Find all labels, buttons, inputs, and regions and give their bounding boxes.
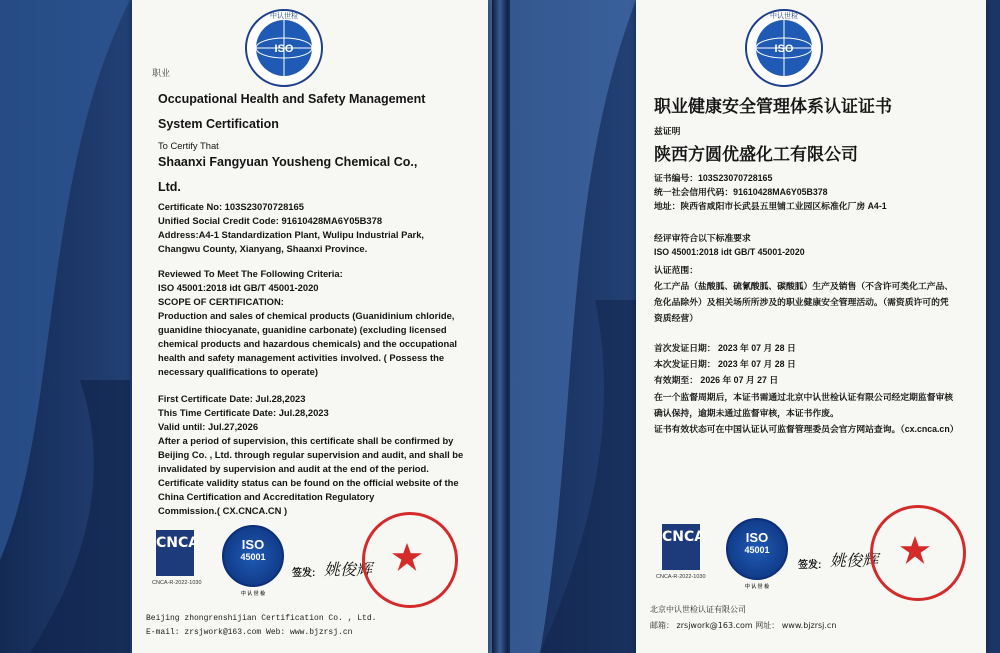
supervision-line: Commission.( CX.CNCA.CN ) xyxy=(158,505,288,516)
reviewed-criteria: 经评审符合以下标准要求 xyxy=(654,233,751,243)
footer-company: 北京中认世检认证有限公司 xyxy=(650,605,746,614)
chinese-certificate xyxy=(636,0,986,653)
first-certificate-date: 首次发证日期： 2023 年 07 月 28 日 xyxy=(654,343,796,353)
to-certify: To Certify That xyxy=(158,140,219,151)
scope-line: chemical products and hazardous chemicals) and the occupational xyxy=(158,338,458,349)
footer-contact: 邮箱： zrsjwork@163.com 网址： www.bjzrsj.cn xyxy=(650,621,837,630)
supervision-line: invalidated by supervision and audit at the end of the period. xyxy=(158,463,429,474)
cnca-logo-text: CNCA xyxy=(662,529,706,545)
valid-until: 有效期至： 2026 年 07 月 27 日 xyxy=(654,375,779,385)
cnca-logo-text: CNCA xyxy=(156,535,200,551)
reviewed-criteria: Reviewed To Meet The Following Criteria: xyxy=(158,268,343,279)
footer-contact: E-mail: zrsjwork@163.com Web: www.bjzrsj.cn xyxy=(146,628,353,637)
signature: 姚俊辉 xyxy=(324,560,373,579)
supervision-line: After a period of supervision, this certificate shall be confirmed by xyxy=(158,435,454,446)
emblem-center-text: ISO xyxy=(774,43,794,55)
seal-star-icon xyxy=(873,508,957,592)
folder-spine xyxy=(492,0,508,653)
signature: 姚俊辉 xyxy=(830,551,879,570)
supervision-line: Beijing Co. , Ltd. through regular supervision and audit, and shall be xyxy=(158,449,464,460)
this-certificate-date: 本次发证日期： 2023 年 07 月 28 日 xyxy=(654,359,796,369)
supervision-line: China Certification and Accreditation Regulatory xyxy=(158,491,375,502)
company-seal xyxy=(870,505,966,601)
cnca-code: CNCA-R-2022-1030 xyxy=(152,580,202,586)
sign-label: 签发: xyxy=(292,568,316,579)
supervision-line: 在一个监督周期后，本证书需通过北京中认世检认证有限公司经定期监督审核 xyxy=(654,392,954,402)
iso-badge-top: ISO xyxy=(241,537,265,552)
address-line-2: Changwu County, Xianyang, Shaanxi Province. xyxy=(158,243,368,254)
scope-title: 认证范围： xyxy=(654,265,698,275)
address-line-1: Address:A4-1 Standardization Plant, Wulipu Industrial Park, xyxy=(158,229,425,240)
scope-line: 危化品除外）及相关场所所涉及的职业健康安全管理活动。（需资质许可的凭 xyxy=(654,297,949,307)
this-certificate-date: This Time Certificate Date: Jul.28,2023 xyxy=(158,407,329,418)
scope-line: health and safety management activities involved. ( Possess the xyxy=(158,352,445,363)
credit-code: Unified Social Credit Code: 91610428MA6Y05B378 xyxy=(158,215,383,226)
first-certificate-date: First Certificate Date: Jul.28,2023 xyxy=(158,393,306,404)
iso-badge-bottom: 45001 xyxy=(744,545,770,555)
english-certificate xyxy=(132,0,488,653)
title-line-1: Occupational Health and Safety Management xyxy=(158,92,426,106)
title: 职业健康安全管理体系认证证书 xyxy=(654,97,892,116)
footer-company: Beijing zhongrenshijian Certification Co. , Ltd. xyxy=(146,614,377,623)
cnca-code: CNCA-R-2022-1030 xyxy=(656,574,706,580)
credit-code: 统一社会信用代码：91610428MA6Y05B378 xyxy=(654,187,828,197)
scope-title: SCOPE OF CERTIFICATION: xyxy=(158,296,284,307)
title-line-2: System Certification xyxy=(158,117,279,131)
supervision-line: 确认保持，逾期未通过监督审核，本证书作废。 xyxy=(654,408,839,418)
scope-line: Production and sales of chemical products (Guanidinium chloride, xyxy=(158,310,455,321)
company-seal xyxy=(362,512,458,608)
seal-star-icon xyxy=(365,515,449,599)
valid-until: Valid until: Jul.27,2026 xyxy=(158,421,259,432)
cnca-logo xyxy=(662,524,706,570)
iso-badge-caption: 中 认 世 检 xyxy=(744,584,770,590)
standard: ISO 45001:2018 idt GB/T 45001-2020 xyxy=(654,247,805,257)
iso-badge-top: ISO xyxy=(745,530,769,545)
scope-line: 化工产品（盐酸胍、硫氰酸胍、碳酸胍）生产及销售（不含许可类化工产品、 xyxy=(654,281,954,291)
iso-45001-badge xyxy=(726,518,788,590)
supervision-line: Certificate validity status can be found on the official website of the xyxy=(158,477,459,488)
company-line-2: Ltd. xyxy=(158,180,181,194)
supervision-line: 证书有效状态可在中国认证认可监督管理委员会官方网站查询。（cx.cnca.cn） xyxy=(654,424,959,434)
emblem-top-text: 中认世检 xyxy=(770,12,798,20)
certification-emblem-icon xyxy=(244,8,324,88)
cert-number: 证书编号：103S23070728165 xyxy=(654,173,773,183)
iso-badge-bottom: 45001 xyxy=(240,552,266,562)
scope-line: guanidine thiocyanate, guanidine carbonate) (excluding licensed xyxy=(158,324,447,335)
cert-number: Certificate No: 103S23070728165 xyxy=(158,201,304,212)
company-name: 陕西方圆优盛化工有限公司 xyxy=(654,145,858,164)
handwritten-mark: 职业 xyxy=(152,69,171,79)
cnca-logo xyxy=(156,530,200,576)
emblem-center-text: ISO xyxy=(274,43,294,55)
emblem-top-text: 中认世检 xyxy=(270,12,298,20)
standard: ISO 45001:2018 idt GB/T 45001-2020 xyxy=(158,282,319,293)
certification-emblem-icon xyxy=(744,8,824,88)
scope-line: 资质经营） xyxy=(654,313,698,323)
company-line-1: Shaanxi Fangyuan Yousheng Chemical Co., xyxy=(158,155,418,169)
sign-label: 签发: xyxy=(798,560,822,571)
address: 地址：陕西省咸阳市长武县五里铺工业园区标准化厂房 A4-1 xyxy=(654,201,887,211)
to-certify: 兹证明 xyxy=(654,126,681,136)
iso-badge-caption: 中 认 世 检 xyxy=(240,591,266,597)
scope-line: necessary qualifications to operate) xyxy=(158,366,318,377)
iso-45001-badge xyxy=(222,525,284,597)
